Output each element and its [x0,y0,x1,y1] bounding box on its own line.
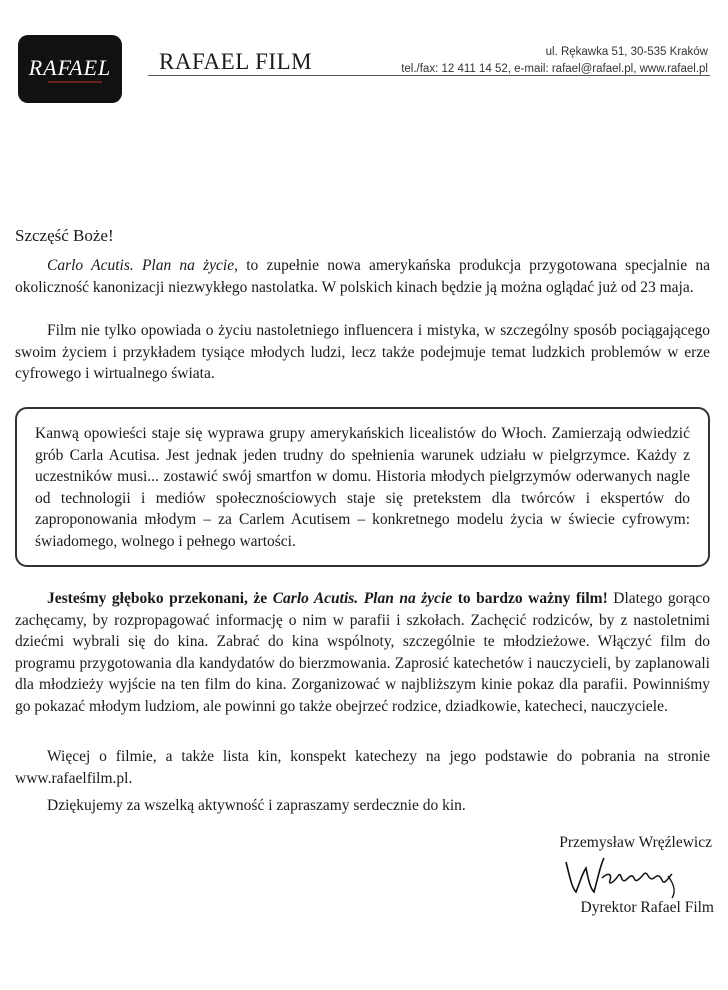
appeal-lead: Jesteśmy głęboko przekonani, że Carlo Acutis. Plan na życie to bardzo ważny film! [47,590,608,607]
paragraph-more-info [15,746,710,789]
appeal-text: Dlatego gorąco zachęcamy, by rozpropagować informację o nim w parafii i szkołach. Zachęcić rodziców, by z nastoletnimi dziećmi wybrali się do kina. Zabrać do kina wspólnoty, szczególnie te młodzieżowe. Włączyć film do programu przygotowania dla kandydatów do bierzmowania. Zaprosić katechetów i nauczycieli, by zaplanowali dla młodzieży wyjście na ten film do kina. Zorganizować w najbliższym kinie pokaz dla parafii. Powinniśmy go pokazać młodym ludziom, ale powinni go także obejrzeć rodzice, dziadkowie, katecheci, nauczyciele. [15,590,711,715]
contact-line: tel./fax: 12 411 14 52, e-mail: rafael@rafael.pl, www.rafael.pl [401,63,708,75]
logo-wordmark-icon [18,35,122,103]
more-info-text: Więcej o filmie, a także lista kin, konspekt katechezy na jego podstawie do pobrania na stronie www.rafaelfilm.pl. [15,748,710,787]
greeting: Szczęść Boże! [15,226,114,245]
synopsis-text: Kanwą opowieści staje się wyprawa grupy amerykańskich licealistów do Włoch. Zamierzają odwiedzić grób Carla Acutisa. Jest jednak jeden trudny do spełnienia warunek udziału w pielgrzymce. Każdy z uczestników musi... zostawić swój smartfon w domu. Historia młodych pielgrzymów oderwanych nagle od technologii i mediów społecznościowych staje się pretekstem dla twórców i ekspertów do zaproponowania młodym – za Carlem Acutisem – konkretnego modelu życia w świecie cyfrowym: świadomego, wolnego i pełnego wartości. [35,425,690,550]
handwritten-signature-icon [556,848,696,900]
rafael-logo [18,35,122,103]
header-divider [148,75,710,76]
brand-name: RAFAEL FILM [159,49,313,74]
paragraph-intro [15,255,710,298]
paragraph-appeal [15,588,710,717]
signer-name: Przemysław Wręźlewicz [559,834,712,851]
paragraph-description [15,320,710,385]
logo-text: RAFAEL [28,55,112,80]
contact-info [401,44,708,78]
paragraph-thanks [15,795,710,817]
paragraph-description-text: Film nie tylko opowiada o życiu nastoletniego influencera i mistyka, w szczególny sposób pociągającego swoim życiem i przykładem tysiące młodych ludzi, lecz także podejmuje temat ludzkich problemów w erze cyfrowego i wirtualnego świata. [15,322,710,382]
film-title: Carlo Acutis. Plan na życie [47,257,235,274]
thanks-text: Dziękujemy za wszelką aktywność i zapraszamy serdecznie do kin. [47,797,466,814]
synopsis-box [15,407,710,567]
signer-title: Dyrektor Rafael Film [580,899,714,916]
paragraph-intro-text: , to zupełnie nowa amerykańska produkcja przygotowana specjalnie na okoliczność kanonizacji niezwykłego nastolatka. W polskich kinach będzie ją można oglądać już od 23 maja. [15,257,710,296]
address-line: ul. Rękawka 51, 30-535 Kraków [545,46,708,58]
